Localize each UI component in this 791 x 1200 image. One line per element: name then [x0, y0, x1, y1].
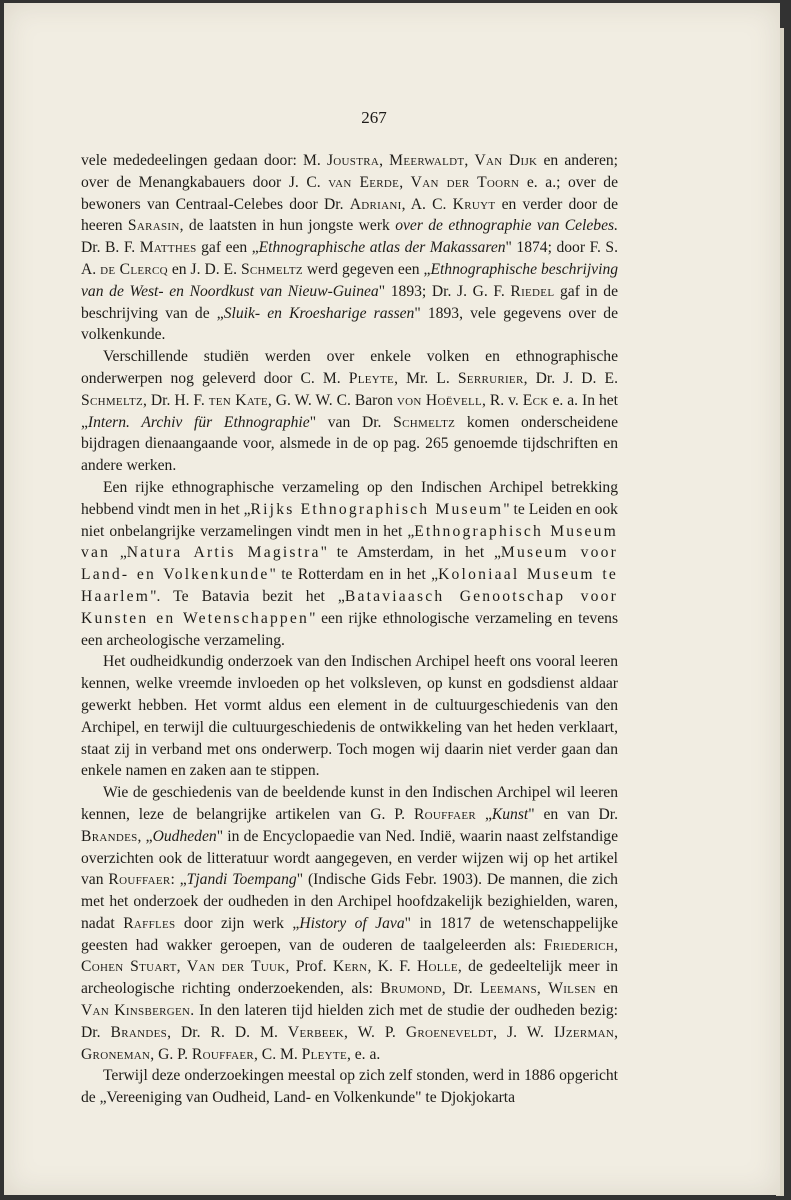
text-run: , Dr. R. D. M.: [167, 1023, 288, 1041]
paragraph: [81, 150, 618, 346]
author-name: Rouffaer: [191, 1045, 254, 1063]
text-run: , R. v.: [482, 391, 523, 409]
text-run: , „: [137, 827, 153, 845]
text-run: ,: [176, 958, 187, 976]
text-run: Wie de geschiedenis van de beeldende kunst in den Indischen Archipel wil leeren kennen, leze de belangrijke artikelen van G. P.: [81, 784, 618, 823]
page-number: 267: [361, 108, 387, 127]
author-name: Groneman: [81, 1045, 151, 1063]
italic-title: Sluik- en Kroesharige rassen: [223, 304, 415, 322]
institution-name: Bataviaasch Genootschap voor Kunsten en Wetenschappen: [81, 587, 618, 627]
italic-title: History of Java: [299, 914, 405, 932]
text-run: " in 1817 de wetenschappelijke geesten had wakker geroepen, van de ouderen de taalgeleerden als:: [81, 914, 619, 954]
text-run: " (Indische Gids Febr. 1903). De mannen, die zich met het onderzoek der oudheden in den Archipel hoofdzakelijk bezighielden, waren, nadat: [81, 871, 618, 932]
text-run: " 1893; Dr. J. G. F.: [378, 282, 511, 300]
author-name: Sarasin: [127, 217, 180, 235]
text-run: en verder door de heeren: [81, 195, 618, 235]
text-run: " een rijke ethnologische verzameling en tevens een archeologische verzameling.: [81, 609, 619, 649]
author-name: Pleyte: [301, 1045, 347, 1063]
text-run: , C. M.: [254, 1045, 302, 1063]
author-name: Schmeltz: [81, 391, 144, 409]
text-run: e. a.; over de bewoners van Centraal-Celebes door Dr.: [81, 173, 618, 213]
author-name: Friederich: [543, 936, 615, 954]
author-name: Schmeltz: [240, 260, 303, 278]
text-run: , Dr.: [441, 980, 481, 998]
text-run: , Dr. H. F.: [143, 391, 209, 409]
author-name: Kruyt: [452, 195, 496, 213]
author-name: Schmeltz: [393, 413, 456, 431]
author-name: Verbeek: [287, 1023, 345, 1041]
text-run: " te Rotterdam en in het „: [269, 566, 439, 584]
author-name: Eck: [522, 391, 549, 409]
author-name: ten Kate: [208, 391, 268, 409]
author-name: Wilsen: [548, 980, 596, 998]
text-run: , Mr. L.: [394, 369, 458, 387]
author-name: Groeneveldt: [405, 1023, 494, 1041]
author-name: Serrurier: [457, 369, 524, 387]
paragraph: [81, 782, 618, 1065]
author-name: Holle: [416, 958, 458, 976]
italic-title: Oudheden: [152, 827, 217, 845]
text-run: , G. W. W. C. Baron: [267, 391, 397, 409]
author-name: IJzerman: [554, 1023, 615, 1041]
author-name: Leemans: [480, 980, 537, 998]
author-name: Van Dijk: [474, 152, 538, 169]
author-name: Cohen Stuart: [81, 958, 177, 976]
author-name: Rouffaer: [108, 871, 171, 889]
institution-name: Rijks Ethnographisch Museum: [250, 500, 504, 518]
author-name: Van der Tuuk: [186, 958, 286, 976]
author-name: Rouffaer: [413, 805, 477, 823]
author-name: Pleyte: [348, 369, 395, 387]
text-run: , K. F.: [367, 958, 417, 976]
institution-name: Museum voor Land- en Volkenkunde: [81, 544, 618, 584]
institution-name: Koloniaal Museum te Haarlem: [81, 566, 619, 605]
text-run: komen onderscheidene bijdragen dienaangaande voor, alsmede in de op pag. 265 genoemde tijdschriften en andere werken.: [81, 413, 618, 475]
text-run: ,: [379, 152, 390, 169]
author-name: van Eerde: [328, 173, 400, 191]
text-run: Het oudheidkundig onderzoek van den Indischen Archipel heeft ons vooral leeren kennen, welke vreemde invloeden op het volksleven, op kunst en godsdienst aldaar gewerkt hebben. Het vormt aldus een element in de cultuurgeschiedenis van den Archipel, en terwijl die cultuurgeschiedenis de ontwikkeling van het heden verklaart, staat zij in verband met ons onderwerp. Toch mogen wij daarin niet verder gaan dan enkele namen en zaken aan te stippen.: [81, 653, 618, 780]
italic-title: Tjandi Toempang: [186, 871, 297, 889]
text-run: , de laatsten in hun jongste werk: [179, 217, 396, 235]
text-run: ,: [536, 980, 549, 998]
text-run: en: [595, 980, 619, 998]
text-run: , W. P.: [344, 1023, 406, 1041]
author-name: Van Kinsbergen: [81, 1002, 191, 1020]
author-name: Meerwaldt: [389, 152, 465, 169]
text-run: " te Leiden en ook niet onbelangrijke verzamelingen vindt men in het „: [81, 500, 618, 540]
text-run: en J. D. E.: [167, 260, 241, 278]
author-name: von Hoëvell: [396, 391, 483, 409]
author-name: Van der Toorn: [410, 173, 520, 191]
text-run: ,: [614, 1023, 619, 1041]
text-run: ". Te Batavia bezit het „: [150, 587, 345, 605]
text-run: , A. C.: [401, 195, 453, 213]
text-run: Terwijl deze onderzoekingen meestal op zich zelf stonden, werd in 1886 opgericht de „Vereeniging van Oudheid, Land- en Volkenkunde" te Djokjokarta: [81, 1067, 618, 1107]
author-name: Kern: [332, 958, 368, 976]
text-run: " en van Dr.: [528, 805, 618, 823]
text-run: gaf een „: [196, 239, 259, 257]
italic-title: over de ethnographie van Celebes.: [395, 217, 618, 235]
author-name: Brandes: [81, 827, 138, 845]
text-run: e. a. In het „: [81, 391, 619, 431]
author-name: Joustra: [326, 152, 380, 169]
author-name: Brandes: [110, 1023, 168, 1041]
text-run: " van Dr.: [309, 413, 394, 431]
author-name: Brumond: [380, 980, 442, 998]
author-name: Matthes: [139, 239, 197, 257]
text-run: Dr. B. F.: [81, 239, 140, 257]
text-run: , de gedeeltelijk meer in archeologische richting onderzoekenden, als:: [81, 958, 619, 998]
author-name: Riedel: [510, 282, 555, 300]
text-run: Verschillende studiën werden over enkele volken en ethnographische onderwerpen nog geleverd door C. M.: [81, 348, 618, 387]
text-run: , e. a.: [346, 1045, 381, 1063]
text-run: " te Amsterdam, in het „: [320, 544, 501, 562]
text-run: ,: [399, 173, 411, 191]
text-run: door zijn werk „: [175, 914, 300, 932]
italic-title: Ethnographische atlas der Makassaren: [258, 239, 506, 257]
text-run: gaf in de beschrijving van de „: [81, 282, 619, 322]
text-run: , Dr. J. D. E.: [523, 369, 618, 387]
paragraph: [81, 1065, 618, 1109]
institution-name: Natura Artis Magistra: [126, 544, 321, 562]
text-run: " 1874; door F. S. A.: [81, 239, 618, 278]
author-name: Adriani: [349, 195, 402, 213]
paragraph: [81, 346, 618, 477]
italic-title: Kunst: [491, 805, 529, 823]
text-run: , G. P.: [150, 1045, 192, 1063]
text-run: Een rijke ethnographische verzameling op den Indischen Archipel betrekking hebbend vindt men in het „: [81, 478, 618, 518]
text-run: . In den lateren tijd hielden zich met de studie der oudheden bezig: Dr.: [81, 1002, 618, 1041]
text-run: ,: [614, 936, 618, 954]
text-run: „: [476, 805, 492, 823]
text-run: : „: [170, 871, 187, 889]
author-name: Raffles: [123, 914, 176, 932]
paragraph: [81, 477, 618, 651]
text-run: werd gegeven een „: [302, 260, 431, 278]
text-run: ,: [464, 152, 475, 169]
text-run: " in de Encyclopaedie van Ned. Indië, waarin naast zelfstandige overzichten ook de litteratuur wordt aangegeven, en verder wijzen wij op het artikel van: [81, 827, 619, 889]
author-name: de Clercq: [100, 260, 168, 278]
text-run: , Prof.: [285, 958, 333, 976]
text-run: , J. W.: [493, 1023, 554, 1041]
institution-name: Ethnographisch Museum van: [81, 522, 618, 562]
body-text: [81, 150, 618, 1109]
text-run: vele mededeelingen gedaan door: M.: [81, 152, 327, 169]
italic-title: Intern. Archiv für Ethnographie: [87, 413, 310, 431]
text-run: en anderen; over de Menangkabauers door J. C.: [81, 152, 619, 191]
text-run: „: [110, 544, 127, 562]
italic-title: Ethnographische beschrijving van de West- en Noordkust van Nieuw-Guinea: [81, 260, 619, 300]
book-page: [4, 3, 780, 1195]
paragraph: [81, 651, 618, 782]
text-run: " 1893, vele gegevens over de volkenkunde.: [81, 304, 618, 344]
